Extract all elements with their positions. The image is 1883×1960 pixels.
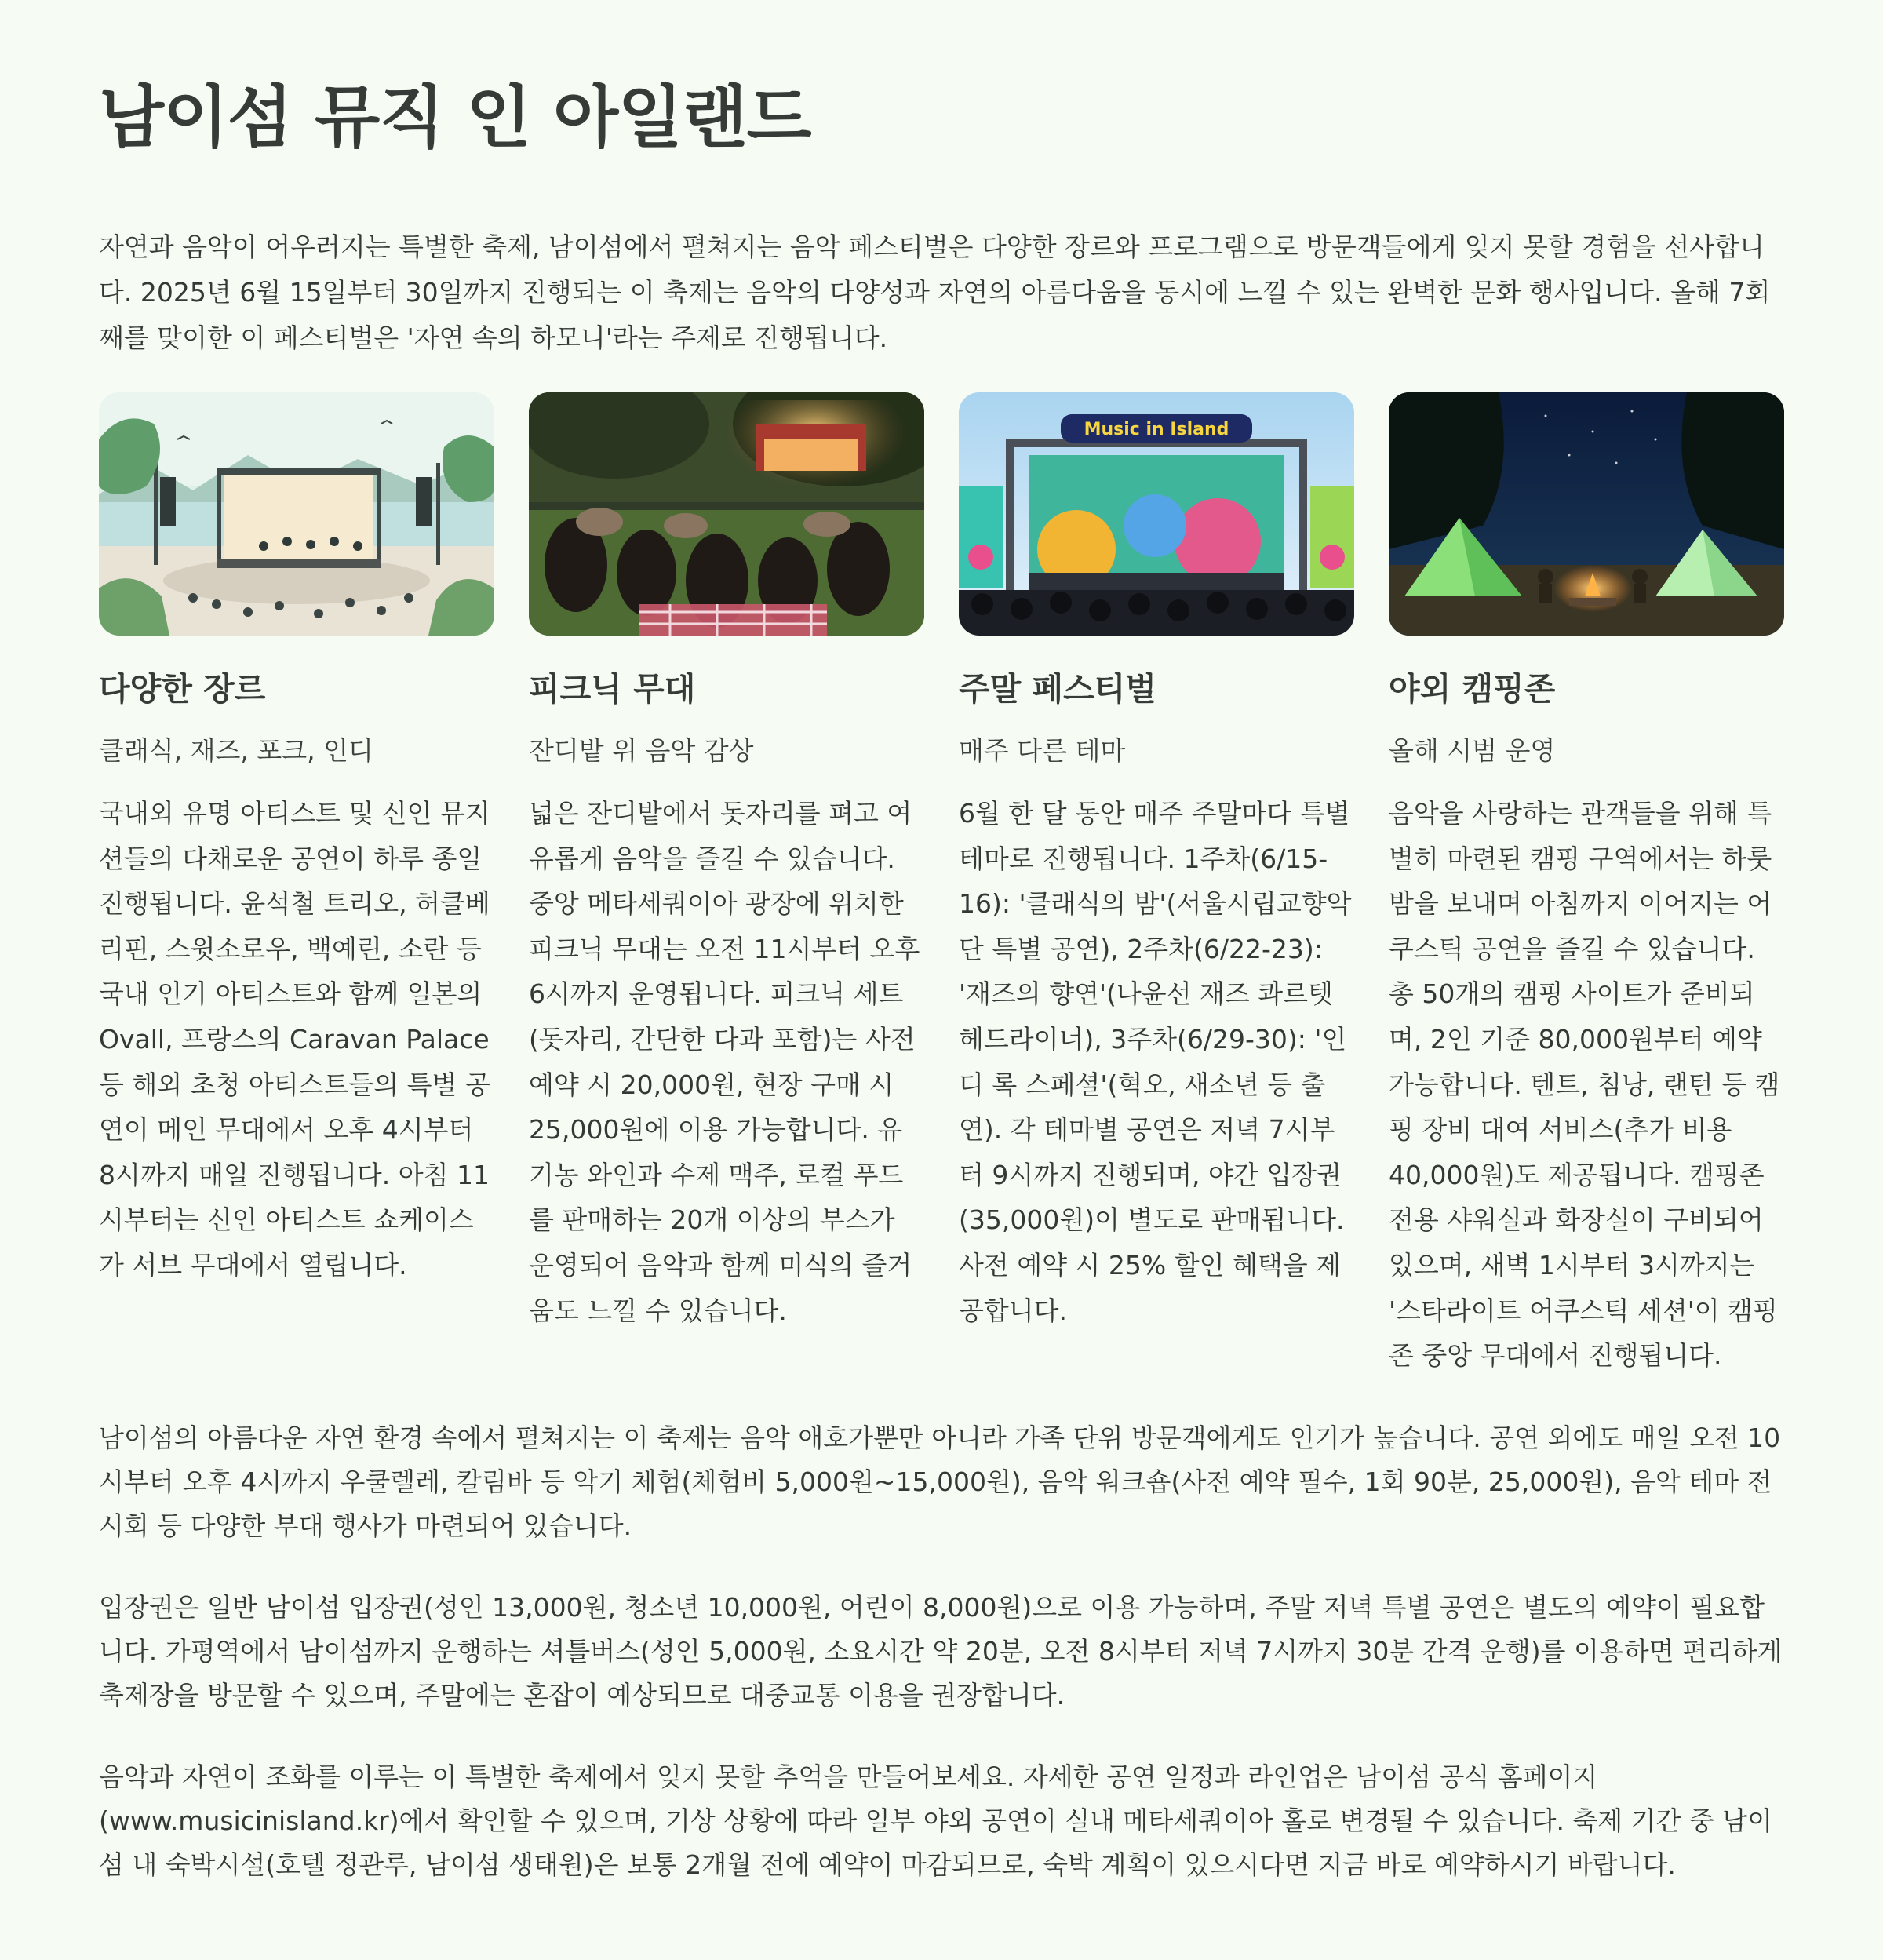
- card-subtitle: 매주 다른 테마: [959, 735, 1126, 766]
- card-picnic: [529, 392, 924, 1379]
- card-body: 국내외 유명 아티스트 및 신인 뮤지션들의 다채로운 공연이 하루 종일 진행됩니다. 윤석철 트리오, 허클베리핀, 스윗소로우, 백예린, 소란 등 국내 인기 아티스트와 함께 일본의 Ovall, 프랑스의 Caravan Palace 등 해외 초청 아티스트들의 특별 공연이 메인 무대에서 오후 4시부터 8시까지 매일 진행됩니다. 아침 11시부터는 신인 아티스트 쇼케이스가 서브 무대에서 열립니다.: [99, 798, 490, 1281]
- card-title: 피크닉 무대: [529, 670, 696, 708]
- card-image-picnic-crowd: [529, 392, 924, 636]
- card-image-night-camping: [1389, 392, 1784, 636]
- intro-paragraph: 자연과 음악이 어우러지는 특별한 축제, 남이섬에서 펼쳐지는 음악 페스티벌은 다양한 장르와 프로그램으로 방문객들에게 잊지 못할 경험을 선사합니다. 2025년 6월 15일부터 30일까지 진행되는 이 축제는 음악의 다양성과 자연의 아름다움을 동시에 느낄 수 있는 완벽한 문화 행사입니다. 올해 7회째를 맞이한 이 페스티벌은 '자연 속의 하모니'라는 주제로 진행됩니다.: [99, 231, 1771, 353]
- page-title: 남이섬 뮤직 인 아일랜드: [99, 78, 811, 157]
- card-title: 주말 페스티벌: [959, 670, 1156, 708]
- stage-sign-text: Music in Island: [1084, 420, 1229, 439]
- card-subtitle: 클래식, 재즈, 포크, 인디: [99, 735, 373, 766]
- card-image-lakeside-stage: [99, 392, 494, 636]
- feature-cards: [99, 392, 1784, 1379]
- card-subtitle: 잔디밭 위 음악 감상: [529, 735, 754, 766]
- card-subtitle: 올해 시범 운영: [1389, 735, 1556, 766]
- card-body: 6월 한 달 동안 매주 주말마다 특별 테마로 진행됩니다. 1주차(6/15-16): '클래식의 밤'(서울시립교향악단 특별 공연), 2주차(6/22-23): '재즈의 향연'(나윤선 재즈 콰르텟 헤드라이너), 3주차(6/29-30): '인디 록 스페셜'(혁오, 새소년 등 출연). 각 테마별 공연은 저녁 7시부터 9시까지 진행되며, 야간 입장권(35,000원)이 별도로 판매됩니다. 사전 예약 시 25% 할인 혜택을 제공합니다.: [959, 798, 1352, 1326]
- info-paragraph-closing: 음악과 자연이 조화를 이루는 이 특별한 축제에서 잊지 못할 추억을 만들어보세요. 자세한 공연 일정과 라인업은 남이섬 공식 홈페이지(www.musicinisland.kr)에서 확인할 수 있으며, 기상 상황에 따라 일부 야외 공연이 실내 메타세쿼이아 홀로 변경될 수 있습니다. 축제 기간 중 남이섬 내 숙박시설(호텔 정관루, 남이섬 생태원)은 보통 2개월 전에 예약이 마감되므로, 숙박 계획이 있으시다면 지금 바로 예약하시기 바랍니다.: [99, 1761, 1773, 1880]
- card-title: 야외 캠핑존: [1389, 670, 1556, 708]
- card-weekend: [959, 392, 1354, 1379]
- card-body: 넓은 잔디밭에서 돗자리를 펴고 여유롭게 음악을 즐길 수 있습니다. 중앙 메타세쿼이아 광장에 위치한 피크닉 무대는 오전 11시부터 오후 6시까지 운영됩니다. 피크닉 세트(돗자리, 간단한 다과 포함)는 사전 예약 시 20,000원, 현장 구매 시 25,000원에 이용 가능합니다. 유기농 와인과 수제 맥주, 로컬 푸드를 판매하는 20개 이상의 부스가 운영되어 음악과 함께 미식의 즐거움도 느낄 수 있습니다.: [529, 798, 920, 1326]
- info-paragraph-tickets: 입장권은 일반 남이섬 입장권(성인 13,000원, 청소년 10,000원, 어린이 8,000원)으로 이용 가능하며, 주말 저녁 특별 공연은 별도의 예약이 필요합니다. 가평역에서 남이섬까지 운행하는 셔틀버스(성인 5,000원, 소요시간 약 20분, 오전 8시부터 저녁 7시까지 30분 간격 운행)를 이용하면 편리하게 축제장을 방문할 수 있으며, 주말에는 혼잡이 예상되므로 대중교통 이용을 권장합니다.: [99, 1591, 1783, 1710]
- card-camping: [1389, 392, 1784, 1379]
- card-genres: [99, 392, 494, 1379]
- card-body: 음악을 사랑하는 관객들을 위해 특별히 마련된 캠핑 구역에서는 하룻밤을 보내며 아침까지 이어지는 어쿠스틱 공연을 즐길 수 있습니다. 총 50개의 캠핑 사이트가 준비되며, 2인 기준 80,000원부터 예약 가능합니다. 텐트, 침낭, 랜턴 등 캠핑 장비 대여 서비스(추가 비용 40,000원)도 제공됩니다. 캠핑존 전용 샤워실과 화장실이 구비되어 있으며, 새벽 1시부터 3시까지는 '스타라이트 어쿠스틱 세션'이 캠핑존 중앙 무대에서 진행됩니다.: [1389, 798, 1780, 1372]
- info-paragraph-events: 남이섬의 아름다운 자연 환경 속에서 펼쳐지는 이 축제는 음악 애호가뿐만 아니라 가족 단위 방문객에게도 인기가 높습니다. 공연 외에도 매일 오전 10시부터 오후 4시까지 우쿨렐레, 칼림바 등 악기 체험(체험비 5,000원~15,000원), 음악 워크숍(사전 예약 필수, 1회 90분, 25,000원), 음악 테마 전시회 등 다양한 부대 행사가 마련되어 있습니다.: [99, 1422, 1781, 1541]
- card-image-festival-stage: [959, 392, 1354, 636]
- card-title: 다양한 장르: [99, 670, 266, 708]
